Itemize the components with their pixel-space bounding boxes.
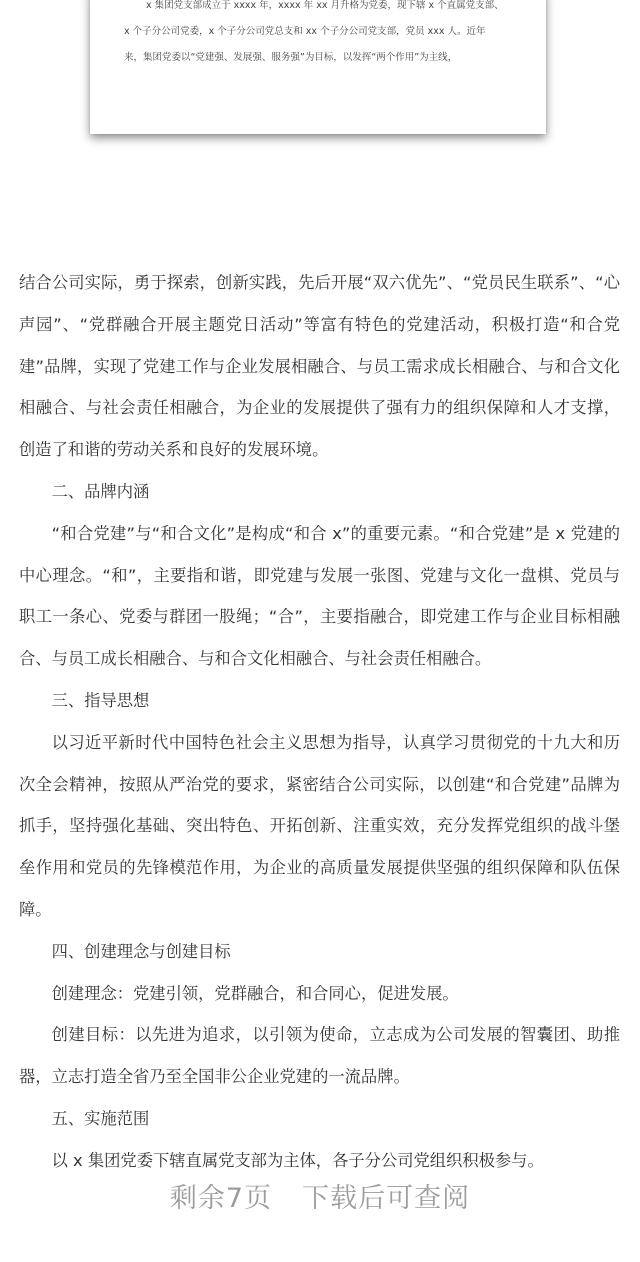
document-body (19, 262, 620, 1182)
page-preview-card (90, 0, 546, 134)
download-to-view-label: 下载后可查阅 (302, 1183, 471, 1214)
section-heading-scope: 五、实施范围 (51, 1108, 150, 1128)
paragraph: 以 x 集团党委下辖直属党支部为主体，各子分公司党组织积极参与。 (51, 1150, 544, 1170)
remaining-pages-label: 剩余7页 (169, 1183, 273, 1214)
paragraph: “和合党建”与“和合文化”是构成“和合 x”的重要元素。“和合党建”是 x 党建的中心理念。“和”，主要指和谐，即党建与发展一张图、党建与文化一盘棋、党员与职工一条心、党委与群团一股绳；“合”，主要指融合，即党建工作与企业目标相融合、与员工成长相融合、与和合文化相融合、与社会责任相融合。 (19, 523, 620, 669)
paragraph: 创建理念：党建引领，党群融合，和合同心，促进发展。 (51, 983, 459, 1003)
section-heading-brand-connotation: 二、品牌内涵 (51, 481, 150, 501)
paragraph: 结合公司实际，勇于探索，创新实践，先后开展“双六优先”、“党员民生联系”、“心声园”、“党群融合开展主题党日活动”等富有特色的党建活动，积极打造“和合党建”品牌，实现了党建工作与企业发展相融合、与员工需求成长相融合、与和合文化相融合、与社会责任相融合，为企业的发展提供了强有力的组织保障和人才支撑，创造了和谐的劳动关系和良好的发展环境。 (19, 273, 620, 460)
remaining-pages-notice[interactable] (0, 1178, 640, 1220)
preview-line: x 集团党支部成立于 xxxx 年，xxxx 年 xx 月升格为党委，现下辖 x 个直属党支部、 (146, 0, 504, 11)
section-heading-guiding-ideology: 三、指导思想 (51, 690, 150, 710)
section-heading-concept-and-goal: 四、创建理念与创建目标 (51, 941, 231, 961)
paragraph: 创建目标：以先进为追求，以引领为使命，立志成为公司发展的智囊团、助推器，立志打造全省乃至全国非公企业党建的一流品牌。 (19, 1025, 620, 1087)
preview-line: x 个子分公司党委，x 个子分公司党总支和 xx 个子分公司党支部，党员 xxx 人。近年 (124, 26, 486, 37)
paragraph: 以习近平新时代中国特色社会主义思想为指导，认真学习贯彻党的十九大和历次全会精神，按照从严治党的要求，紧密结合公司实际，以创建“和合党建”品牌为抓手，坚持强化基础、突出特色、开拓创新、注重实效，充分发挥党组织的战斗堡垒作用和党员的先锋模范作用，为企业的高质量发展提供坚强的组织保障和队伍保障。 (19, 732, 620, 919)
preview-line: 来，集团党委以“党建强、发展强、服务强”为目标，以发挥“两个作用”为主线， (124, 52, 458, 63)
